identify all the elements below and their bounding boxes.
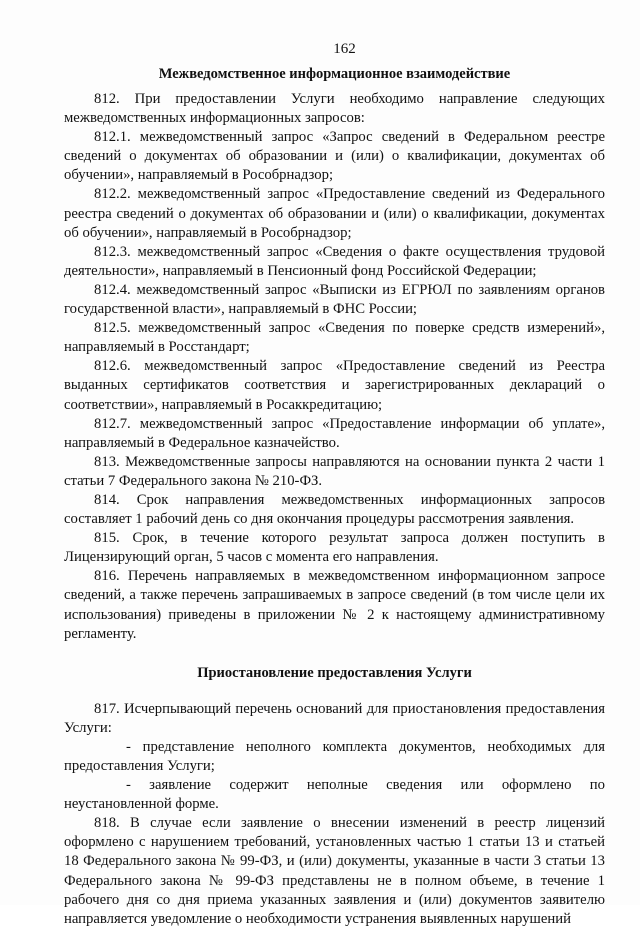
paragraph-812-1: 812.1. межведомственный запрос «Запрос сведений в Федеральном реестре сведений о документах об образовании и (или) о квалификации, документах об обучении», направляемый в Рособрнадзор; (64, 129, 605, 184)
page-number: 162 (333, 41, 356, 57)
paragraph-812-7: 812.7. межведомственный запрос «Предоставление информации об уплате», направляемый в Федеральное казначейство. (64, 415, 605, 451)
paragraph-812-6: 812.6. межведомственный запрос «Предоставление сведений из Реестра выданных сертификатов соответствия и зарегистрированных деклараций о соответствии», направляемый в Росаккредитацию; (64, 358, 605, 413)
paragraph-814: 814. Срок направления межведомственных информационных запросов составляет 1 рабочий день со дня окончания процедуры рассмотрения заявления. (64, 491, 605, 528)
section-heading-interagency: Межведомственное информационное взаимодействие (158, 66, 511, 82)
list-item-incomplete-application: - заявление содержит неполные сведения или оформлено по неустановленной форме. (64, 777, 605, 813)
paragraph-816: 816. Перечень направляемых в межведомственном информационном запросе сведений, а также перечень запрашиваемых в запросе сведений (в том числе цели их использования) приведены в приложении № 2 к настоящему административному регламенту. (64, 568, 605, 642)
paragraph-812-2: 812.2. межведомственный запрос «Предоставление сведений из Федерального реестра сведений о документах об образовании и (или) о квалификации, документах об обучении», направляемый в Рособрнадзор; (64, 186, 605, 241)
section-heading-suspension: Приостановление предоставления Услуги (197, 664, 472, 681)
paragraph-813: 813. Межведомственные запросы направляются на основании пункта 2 части 1 статьи 7 Федерального закона № 210-ФЗ. (64, 453, 605, 489)
paragraph-812-3: 812.3. межведомственный запрос «Сведения о факте осуществления трудовой деятельности», направляемый в Пенсионный фонд Российской Федерации; (64, 243, 605, 279)
paragraph-817: 817. Исчерпывающий перечень оснований для приостановления предоставления Услуги: (64, 700, 605, 736)
paragraph-818: 818. В случае если заявление о внесении изменений в реестр лицензий оформлено с нарушением требований, установленных частью 1 статьи 13 и статьей 18 Федерального закона № 99-ФЗ, и (или) документы, указанные в части 3 статьи 13 Федерального закона № 99-ФЗ представлены не в полном объеме, в течение 1 рабочего дня со дня приема указанных заявления и (или) документов заявителю направляется уведомление о необходимости устранения выявленных нарушений (64, 815, 605, 927)
list-item-incomplete-documents: - представление неполного комплекта документов, необходимых для предоставления Услуги; (64, 738, 605, 774)
paragraph-812: 812. При предоставлении Услуги необходимо направление следующих межведомственных информационных запросов: (64, 91, 605, 127)
paragraph-812-5: 812.5. межведомственный запрос «Сведения по поверке средств измерений», направляемый в Росстандарт; (64, 320, 605, 356)
paragraph-815: 815. Срок, в течение которого результат запроса должен поступить в Лицензирующий орган, 5 часов с момента его направления. (64, 530, 605, 566)
paragraph-812-4: 812.4. межведомственный запрос «Выписки из ЕГРЮЛ по заявлениям органов государственной власти», направляемый в ФНС России; (64, 281, 605, 318)
